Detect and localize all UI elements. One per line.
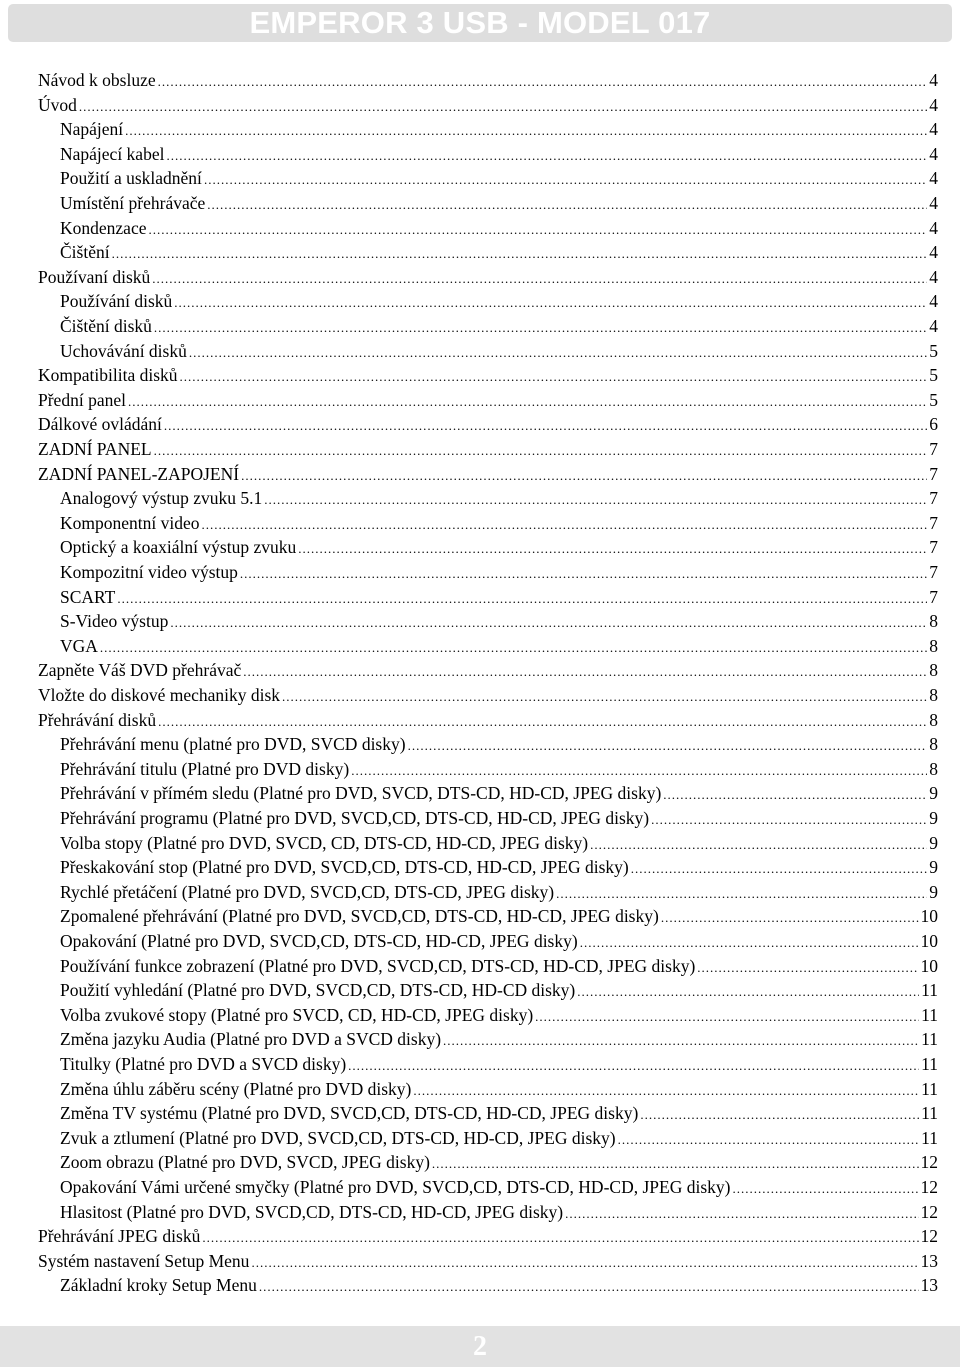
toc-entry[interactable] — [60, 240, 938, 264]
toc-dot-leader — [535, 1005, 919, 1027]
toc-entry-page: 7 — [929, 512, 938, 533]
toc-dot-leader — [631, 857, 928, 879]
toc-entry-page: 8 — [929, 635, 938, 656]
toc-entry[interactable] — [60, 781, 938, 805]
toc-entry-title: Používání funkce zobrazení (Platné pro DVD, SVCD,CD, DTS-CD, HD-CD, JPEG disky) — [60, 955, 696, 976]
toc-dot-leader — [148, 218, 927, 240]
toc-dot-leader — [117, 587, 927, 609]
toc-entry-page: 7 — [929, 439, 938, 459]
toc-entry[interactable] — [60, 535, 938, 559]
toc-entry-title: Systém nastavení Setup Menu — [38, 1250, 250, 1271]
toc-dot-leader — [697, 956, 918, 978]
toc-entry[interactable] — [38, 437, 938, 461]
toc-entry[interactable] — [60, 560, 938, 584]
toc-entry-title: Zoom obrazu (Platné pro DVD, SVCD, JPEG disky) — [60, 1152, 430, 1173]
toc-entry[interactable] — [60, 1150, 938, 1174]
toc-entry[interactable] — [38, 1249, 938, 1273]
toc-entry-page: 4 — [929, 143, 938, 164]
toc-dot-leader — [154, 316, 927, 338]
toc-entry-page: 4 — [929, 168, 938, 189]
toc-entry-title: Přehrávání programu (Platné pro DVD, SVCD,CD, DTS-CD, HD-CD, JPEG disky) — [60, 808, 650, 828]
toc-entry-title: Komponentní video — [60, 512, 200, 533]
toc-entry-page: 7 — [929, 537, 938, 558]
toc-entry-page: 4 — [929, 316, 938, 336]
toc-entry-title: S-Video výstup — [60, 611, 169, 632]
toc-entry-page: 11 — [921, 1029, 938, 1050]
toc-entry-title: ZADNÍ PANEL-ZAPOJENÍ — [38, 463, 240, 484]
toc-dot-leader — [180, 365, 928, 387]
toc-entry[interactable] — [60, 1200, 938, 1224]
toc-entry[interactable] — [60, 1126, 938, 1150]
toc-entry[interactable] — [60, 289, 938, 313]
toc-entry-title: Volba zvukové stopy (Platné pro SVCD, CD, HD-CD, JPEG disky) — [60, 1004, 534, 1025]
toc-dot-leader — [590, 833, 927, 855]
toc-dot-leader — [243, 660, 927, 682]
toc-entry-page: 11 — [921, 1103, 938, 1124]
toc-entry-page: 13 — [920, 1250, 938, 1271]
toc-entry-page: 9 — [929, 881, 938, 902]
toc-entry[interactable] — [60, 831, 938, 855]
toc-dot-leader — [100, 636, 927, 658]
toc-entry-title: Opakování Vámi určené smyčky (Platné pro DVD, SVCD,CD, DTS-CD, HD-CD, JPEG disky) — [60, 1177, 731, 1197]
toc-entry[interactable] — [60, 191, 938, 215]
toc-entry[interactable] — [60, 117, 938, 141]
toc-entry-title: Používání disků — [60, 291, 173, 312]
toc-entry[interactable] — [60, 314, 938, 338]
toc-dot-leader — [348, 1054, 919, 1076]
toc-entry-title: VGA — [60, 635, 98, 656]
toc-dot-leader — [164, 414, 927, 436]
toc-entry-page: 12 — [920, 1226, 938, 1247]
toc-entry[interactable] — [60, 1077, 938, 1101]
toc-dot-leader — [166, 144, 927, 166]
toc-entry-page: 4 — [929, 94, 938, 115]
toc-entry-title: Úvod — [38, 94, 77, 115]
toc-entry-title: Napájení — [60, 119, 124, 140]
toc-entry-title: SCART — [60, 586, 116, 607]
toc-entry-title: Přeskakování stop (Platné pro DVD, SVCD,CD, DTS-CD, HD-CD, JPEG disky) — [60, 857, 629, 878]
toc-entry[interactable] — [60, 1052, 938, 1076]
toc-entry[interactable] — [60, 954, 938, 978]
toc-entry-title: Dálkové ovládání — [38, 414, 162, 435]
toc-entry-title: Volba stopy (Platné pro DVD, SVCD, CD, DTS-CD, HD-CD, JPEG disky) — [60, 832, 589, 853]
toc-entry[interactable] — [38, 363, 938, 387]
toc-entry-page: 8 — [929, 685, 938, 705]
toc-entry-page: 10 — [920, 906, 938, 927]
toc-dot-leader — [152, 267, 927, 289]
toc-entry-title: Použití vyhledání (Platné pro DVD, SVCD,CD, DTS-CD, HD-CD disky) — [60, 980, 576, 1001]
toc-entry-title: Návod k obsluze — [38, 70, 156, 90]
toc-entry-page: 8 — [929, 660, 938, 681]
toc-entry-page: 12 — [920, 1152, 938, 1173]
toc-entry[interactable] — [60, 339, 938, 363]
toc-entry-title: Kompatibilita disků — [38, 365, 178, 386]
toc-entry-page: 11 — [921, 1054, 938, 1074]
toc-dot-leader — [259, 1275, 919, 1297]
toc-dot-leader — [202, 513, 928, 535]
toc-entry-page: 9 — [929, 783, 938, 804]
toc-entry-title: Změna úhlu záběru scény (Platné pro DVD disky) — [60, 1078, 412, 1099]
toc-entry-page: 8 — [929, 709, 938, 730]
toc-dot-leader — [202, 1226, 918, 1248]
toc-entry-page: 4 — [929, 217, 938, 238]
toc-entry[interactable] — [60, 585, 938, 609]
toc-dot-leader — [170, 611, 927, 633]
toc-entry-page: 7 — [929, 488, 938, 509]
toc-dot-leader — [640, 1103, 919, 1125]
toc-entry-title: Zvuk a ztlumení (Platné pro DVD, SVCD,CD, DTS-CD, HD-CD, JPEG disky) — [60, 1127, 616, 1148]
toc-entry[interactable] — [60, 1101, 938, 1125]
toc-entry[interactable] — [60, 1273, 938, 1297]
toc-dot-leader — [651, 808, 927, 830]
toc-dot-leader — [264, 488, 927, 510]
toc-entry-page: 9 — [929, 857, 938, 878]
toc-dot-leader — [432, 1152, 919, 1174]
toc-entry-page: 4 — [929, 242, 938, 263]
toc-entry[interactable] — [38, 683, 938, 707]
toc-entry-title: Přehrávání titulu (Platné pro DVD disky) — [60, 758, 350, 779]
toc-dot-leader — [112, 242, 928, 264]
toc-entry-title: Umístění přehrávače — [60, 193, 206, 213]
toc-entry[interactable] — [60, 609, 938, 633]
toc-entry-page: 7 — [929, 463, 938, 484]
toc-entry-page: 5 — [929, 365, 938, 386]
toc-entry-page: 6 — [929, 414, 938, 435]
toc-entry-page: 8 — [929, 758, 938, 779]
toc-dot-leader — [282, 685, 927, 707]
toc-entry-page: 9 — [929, 808, 938, 828]
toc-entry-page: 11 — [921, 1078, 938, 1099]
toc-dot-leader — [207, 193, 927, 215]
toc-entry-title: Přehrávání menu (platné pro DVD, SVCD disky) — [60, 734, 406, 755]
toc-entry[interactable] — [60, 855, 938, 879]
toc-dot-leader — [154, 439, 928, 461]
toc-dot-leader — [618, 1128, 920, 1150]
toc-entry[interactable] — [60, 757, 938, 781]
toc-entry[interactable] — [60, 806, 938, 830]
toc-dot-leader — [240, 562, 927, 584]
toc-dot-leader — [158, 70, 928, 92]
toc-entry-title: Vložte do diskové mechaniky disk — [38, 685, 281, 705]
toc-entry-title: Změna TV systému (Platné pro DVD, SVCD,CD, DTS-CD, HD-CD, JPEG disky) — [60, 1103, 639, 1124]
toc-dot-leader — [661, 906, 919, 928]
toc-entry-title: ZADNÍ PANEL — [38, 439, 152, 459]
toc-entry-page: 7 — [929, 562, 938, 582]
toc-entry-page: 13 — [920, 1275, 938, 1296]
toc-entry-title: Přehrávání v přímém sledu (Platné pro DVD, SVCD, DTS-CD, HD-CD, JPEG disky) — [60, 783, 662, 804]
toc-dot-leader — [174, 291, 927, 313]
toc-entry-title: Základní kroky Setup Menu — [60, 1275, 257, 1296]
toc-entry[interactable] — [60, 904, 938, 928]
toc-entry-title: Optický a koaxiální výstup zvuku — [60, 537, 297, 558]
toc-entry-page: 11 — [921, 1127, 938, 1148]
toc-entry[interactable] — [60, 1003, 938, 1027]
toc-dot-leader — [125, 119, 927, 141]
toc-dot-leader — [565, 1202, 918, 1224]
toc-entry[interactable] — [60, 511, 938, 535]
toc-entry[interactable] — [60, 216, 938, 240]
toc-entry[interactable] — [38, 412, 938, 436]
toc-entry-page: 8 — [929, 611, 938, 632]
toc-entry-page: 11 — [921, 1004, 938, 1025]
toc-dot-leader — [556, 882, 927, 904]
toc-dot-leader — [298, 537, 927, 559]
toc-entry[interactable] — [38, 708, 938, 732]
toc-dot-leader — [580, 931, 919, 953]
toc-dot-leader — [408, 734, 928, 756]
toc-entry-title: Analogový výstup zvuku 5.1 — [60, 488, 263, 509]
toc-entry-title: Opakování (Platné pro DVD, SVCD,CD, DTS-CD, HD-CD, JPEG disky) — [60, 931, 578, 951]
toc-entry-page: 4 — [929, 193, 938, 213]
toc-entry[interactable] — [38, 462, 938, 486]
document-title: EMPEROR 3 USB - MODEL 017 — [249, 5, 711, 40]
toc-entry-page: 8 — [929, 734, 938, 755]
toc-entry[interactable] — [60, 978, 938, 1002]
toc-entry-title: Použití a uskladnění — [60, 168, 202, 189]
toc-entry-page: 10 — [920, 955, 938, 976]
toc-dot-leader — [204, 168, 927, 190]
toc-entry[interactable] — [60, 929, 938, 953]
toc-dot-leader — [158, 710, 927, 732]
toc-entry[interactable] — [38, 658, 938, 682]
toc-entry-title: Napájecí kabel — [60, 143, 165, 164]
toc-entry-title: Titulky (Platné pro DVD a SVCD disky) — [60, 1054, 347, 1074]
toc-entry-title: Rychlé přetáčení (Platné pro DVD, SVCD,CD, DTS-CD, JPEG disky) — [60, 881, 555, 902]
toc-dot-leader — [443, 1029, 919, 1051]
toc-dot-leader — [663, 783, 927, 805]
toc-entry-title: Kompozitní video výstup — [60, 562, 238, 582]
toc-entry-page: 10 — [920, 931, 938, 951]
toc-entry[interactable] — [38, 93, 938, 117]
toc-entry-page: 7 — [929, 586, 938, 607]
toc-dot-leader — [413, 1079, 919, 1101]
toc-entry[interactable] — [38, 68, 938, 92]
toc-entry-page: 5 — [929, 389, 938, 410]
toc-entry[interactable] — [60, 142, 938, 166]
page-number: 2 — [473, 1331, 487, 1362]
toc-dot-leader — [79, 95, 927, 117]
toc-entry-title: Používaní disků — [38, 266, 151, 287]
toc-dot-leader — [189, 341, 927, 363]
toc-entry-title: Přehrávání JPEG disků — [38, 1226, 201, 1247]
toc-entry-page: 5 — [929, 340, 938, 361]
toc-dot-leader — [251, 1251, 918, 1273]
toc-dot-leader — [241, 464, 927, 486]
toc-entry-page: 12 — [920, 1201, 938, 1222]
toc-dot-leader — [732, 1177, 918, 1199]
footer-bar — [0, 1326, 960, 1367]
toc-entry-page: 4 — [929, 291, 938, 312]
toc-entry-title: Čištění disků — [60, 316, 152, 336]
toc-entry-title: Přední panel — [38, 389, 126, 410]
toc-entry-title: Kondenzace — [60, 217, 147, 238]
toc-entry-page: 12 — [920, 1177, 938, 1197]
toc-entry-page: 9 — [929, 832, 938, 853]
header-bar — [8, 4, 952, 42]
toc-entry[interactable] — [60, 732, 938, 756]
toc-entry-title: Zpomalené přehrávání (Platné pro DVD, SVCD,CD, DTS-CD, HD-CD, JPEG disky) — [60, 906, 659, 927]
toc-dot-leader — [351, 759, 927, 781]
toc-entry[interactable] — [38, 265, 938, 289]
toc-entry[interactable] — [60, 634, 938, 658]
toc-entry-title: Změna jazyku Audia (Platné pro DVD a SVCD disky) — [60, 1029, 442, 1050]
toc-entry-title: Přehrávání disků — [38, 709, 157, 730]
toc-entry[interactable] — [38, 1224, 938, 1248]
toc-entry[interactable] — [60, 880, 938, 904]
toc-entry[interactable] — [60, 166, 938, 190]
toc-entry-page: 4 — [929, 119, 938, 140]
toc-dot-leader — [128, 390, 927, 412]
toc-entry-page: 4 — [929, 70, 938, 90]
toc-entry-title: Zapněte Váš DVD přehrávač — [38, 660, 242, 681]
toc-entry-page: 4 — [929, 266, 938, 287]
toc-entry[interactable] — [60, 1027, 938, 1051]
toc-entry-title: Čištění — [60, 242, 110, 263]
toc-entry-page: 11 — [921, 980, 938, 1001]
toc-entry-title: Uchovávání disků — [60, 340, 187, 361]
toc-entry[interactable] — [60, 486, 938, 510]
toc-entry[interactable] — [60, 1175, 938, 1199]
toc-entry-title: Hlasitost (Platné pro DVD, SVCD,CD, DTS-CD, HD-CD, JPEG disky) — [60, 1201, 564, 1222]
toc-dot-leader — [577, 980, 919, 1002]
toc-entry[interactable] — [38, 388, 938, 412]
